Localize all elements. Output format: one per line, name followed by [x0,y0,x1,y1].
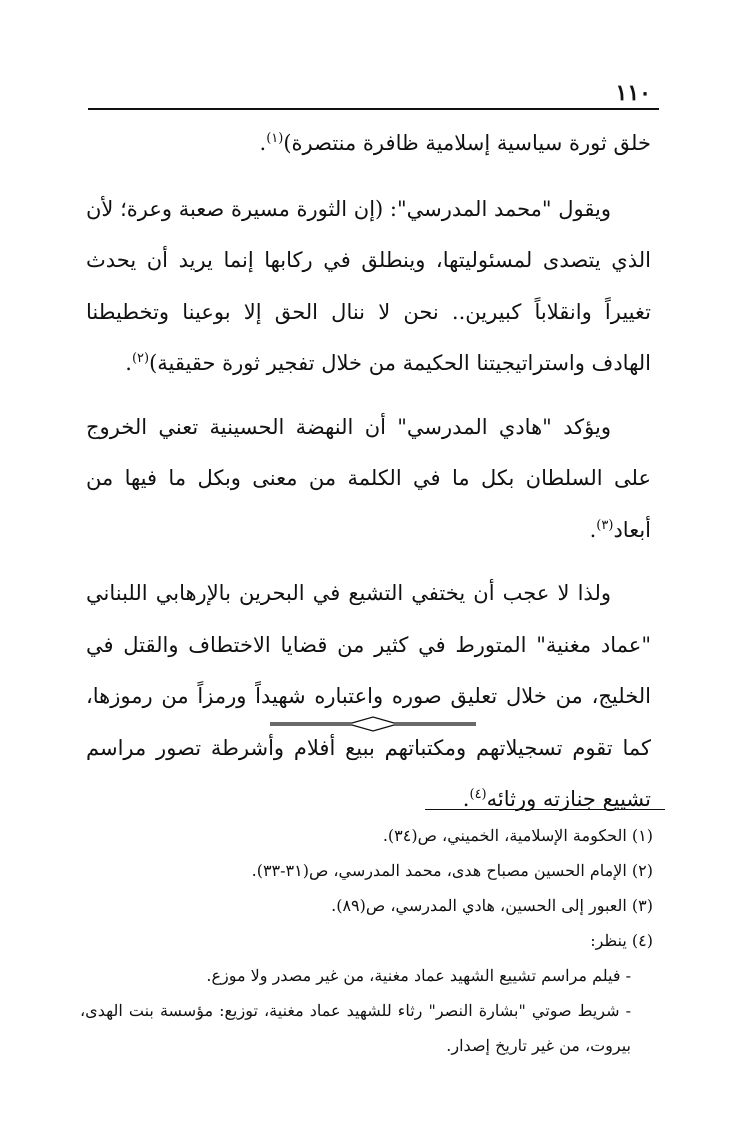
section-ornament [268,714,478,734]
footnote-ref-3[interactable]: (٣) [596,517,614,533]
paragraph-1-tail: . [259,131,267,155]
paragraph-3-tail: . [589,517,597,542]
paragraph-3-text: ويؤكد "هادي المدرسي" أن النهضة الحسينية تعني الخروج على السلطان بكل ما في الكلمة من معنى وبكل ما فيها من أبعاد [86,414,651,542]
footnote-4-item-1: - فيلم مراسم تشييع الشهيد عماد مغنية، من غير مصدر ولا موزع. [206,966,631,985]
paragraph-4-text: ولذا لا عجب أن يختفي التشيع في البحرين بالإرهابي اللبناني "عماد مغنية" المتورط في كثير من قضايا الاختطاف والقتل في الخليج، من خلال تعليق صوره واعتباره شهيداً ورمزاً من رموزها، كما تقوم تسجيلاتهم ومكتباتهم ببيع أفلام وأشرطة تصور مراسم تشييع جنازته ورثائه [86,581,651,811]
footnote-separator [425,809,665,810]
paragraph-4-tail: . [462,787,470,811]
page-number: ١١٠ [615,80,651,106]
header-rule [88,108,659,110]
footnote-ref-4[interactable]: (٤) [469,787,487,802]
footnote-2: (٢) الإمام الحسين مصباح هدى، محمد المدرسي، ص(٣١-٣٣). [251,861,653,880]
paragraph-2-tail: . [125,351,132,375]
footnote-4-item-2: - شريط صوتي "بشارة النصر" رثاء للشهيد عماد مغنية، توزيع: مؤسسة بنت الهدى، بيروت، من غير تاريخ إصدار. [80,1001,631,1055]
footnote-1: (١) الحكومة الإسلامية، الخميني، ص(٣٤). [382,826,653,845]
paragraph-3 [86,402,651,557]
footnote-ref-1[interactable]: (١) [266,131,284,146]
paragraph-4 [86,568,651,826]
paragraph-2-text: ويقول "محمد المدرسي": (إن الثورة مسيرة صعبة وعرة؛ لأن الذي يتصدى لمسئوليتها، وينطلق في ركابها إنما يريد أن يحدث تغييراً وانقلاباً كبيرين.. نحن لا ننال الحق إلا بوعينا وتخطيطنا الهادف واستراتيجيتنا الحكيمة من خلال تفجير ثورة حقيقية) [86,196,651,375]
footnotes [80,818,653,1063]
footnote-4: (٤) ينظر: [590,931,653,950]
paragraph-2 [86,184,651,390]
footnote-3: (٣) العبور إلى الحسين، هادي المدرسي، ص(٨٩). [331,896,653,915]
footnote-ref-2[interactable]: (٢) [131,351,150,366]
paragraph-1 [86,118,651,170]
paragraph-1-text: خلق ثورة سياسية إسلامية ظافرة منتصرة) [283,131,651,155]
